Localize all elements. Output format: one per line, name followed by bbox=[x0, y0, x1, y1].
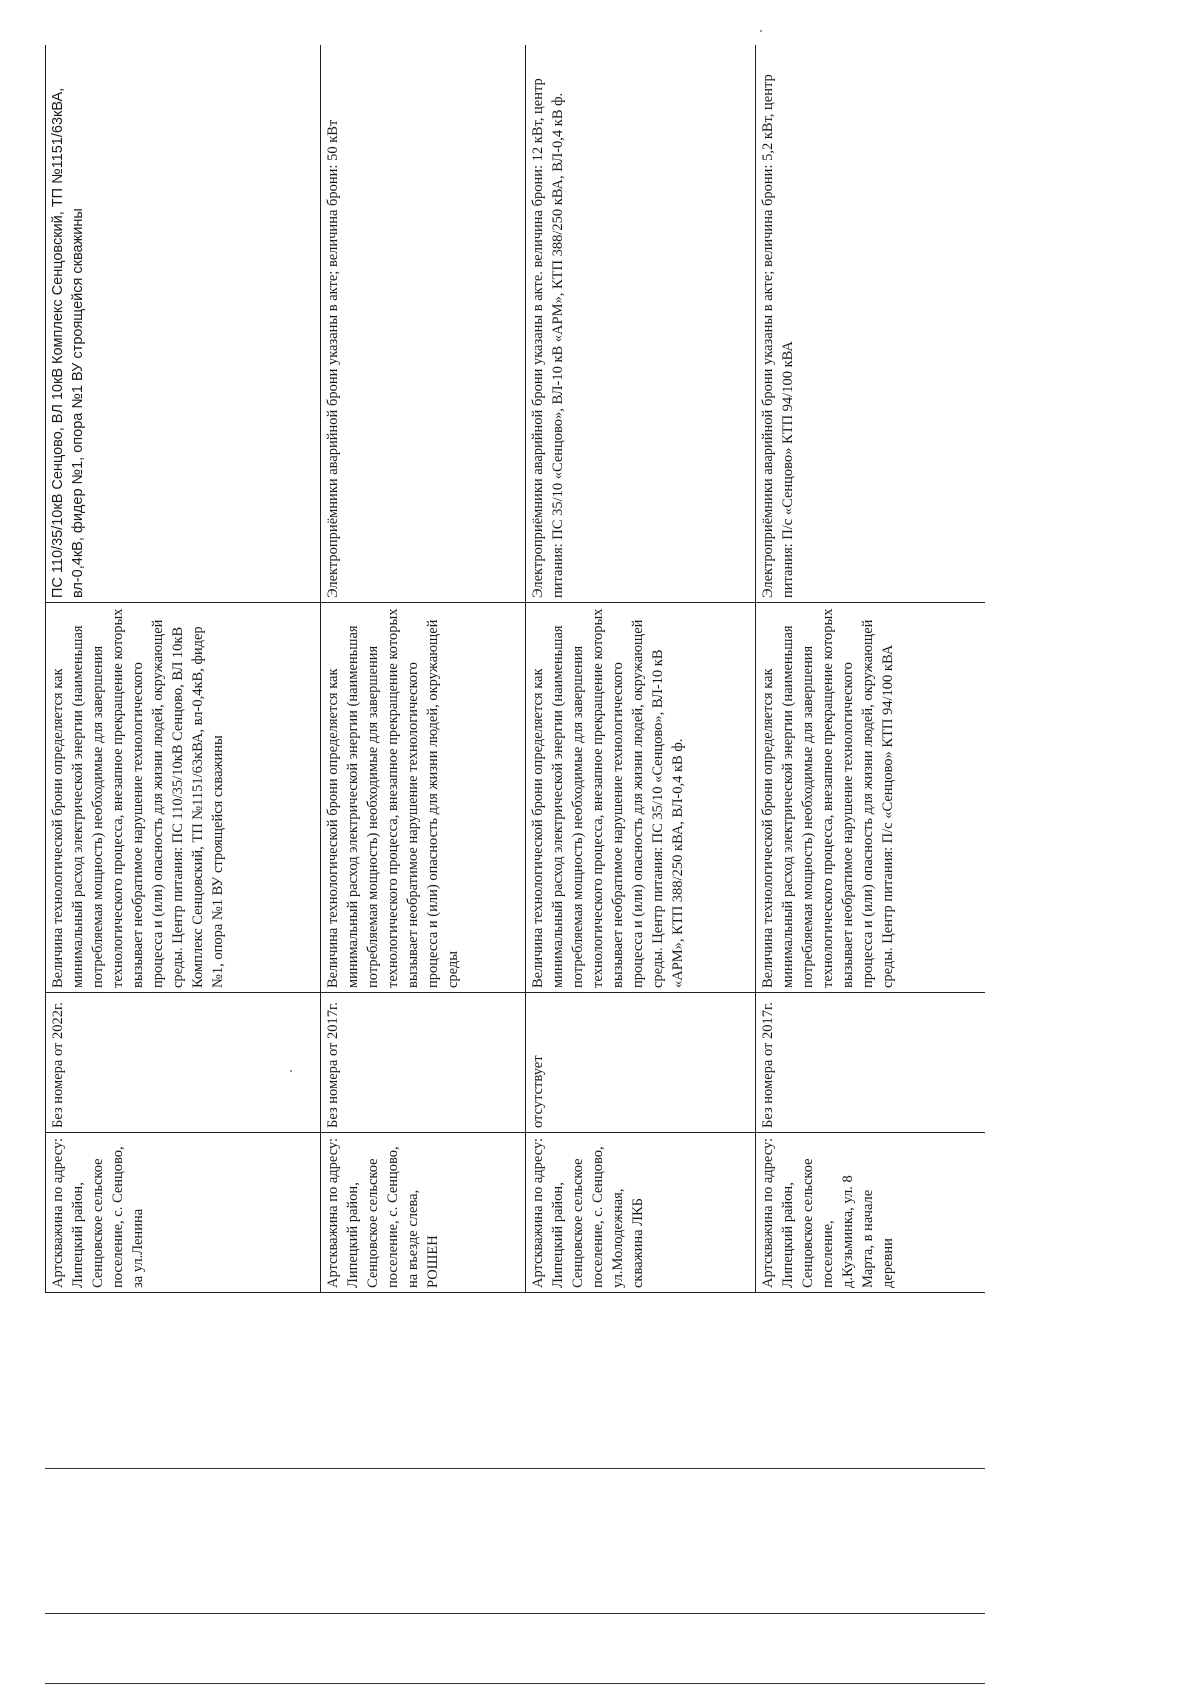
scan-speck bbox=[760, 30, 762, 32]
emergency-reserve-cell: ПС 110/35/10кВ Сенцово, ВЛ 10кВ Комплекс Сенцовский, ТП №1151/63кВА, вл-0,4кВ, фидер №1, опора №1 ВУ строящейся скважины bbox=[46, 45, 321, 603]
rotated-table-area bbox=[45, 45, 985, 1293]
rotated-table-container bbox=[45, 45, 985, 1293]
act-cell: отсутствует bbox=[526, 993, 756, 1133]
emergency-reserve-cell: Электроприёмники аварийной брони указаны в акте. величина брони: 12 кВт, центр питания: ПС 35/10 «Сенцово», ВЛ-10 кВ «АРМ», КТП 388/250 кВА, ВЛ-0,4 кВ ф. bbox=[526, 45, 756, 603]
tech-reserve-cell: Величина технологической брони определяется как минимальный расход электрической энергии (наименьшая потребляемая мощность) необходимые для завершения технологического процесса, внезапное прекращение которых вызывает необратимое нарушение технологического процесса и (или) опасность для жизни людей, окружающей среды. Центр питания: ПС 35/10 «Сенцово», ВЛ-10 кВ «АРМ», КТП 388/250 кВА, ВЛ-0,4 кВ ф. bbox=[526, 603, 756, 993]
table-row bbox=[321, 45, 526, 1293]
reservation-table bbox=[45, 45, 985, 1293]
tech-reserve-cell: Величина технологической брони определяется как минимальный расход электрической энергии (наименьшая потребляемая мощность) необходимые для завершения технологического процесса, внезапное прекращение которых вызывает необратимое нарушение технологического процесса и (или) опасность для жизни людей, окружающей среды. Центр питания: ПС 110/35/10кВ Сенцово, ВЛ 10кВ Комплекс Сенцовский, ТП №1151/63кВА, вл-0,4кВ, фидер №1, опора №1 ВУ строящейся скважины bbox=[46, 603, 321, 993]
scan-speck bbox=[290, 1070, 292, 1072]
tech-reserve-cell: Величина технологической брони определяется как минимальный расход электрической энергии (наименьшая потребляемая мощность) необходимые для завершения технологического процесса, внезапное прекращение которых вызывает необратимое нарушение технологического процесса и (или) опасность для жизни людей, окружающей среды. Центр питания: П/с «Сенцово» КТП 94/100 кВА bbox=[756, 603, 986, 993]
object-cell: Артскважина по адресу: Липецкий район, Сенцовское сельское поселение, д.Кузьминка, ул. 8 Марта, в начале деревни bbox=[756, 1133, 986, 1293]
act-cell: Без номера от 2022г. bbox=[46, 993, 321, 1133]
signature-line bbox=[45, 1683, 985, 1684]
act-cell: Без номера от 2017г. bbox=[321, 993, 526, 1133]
signature-line bbox=[45, 1468, 985, 1469]
table-row bbox=[526, 45, 756, 1293]
table-row bbox=[46, 45, 321, 1293]
tech-reserve-cell: Величина технологической брони определяется как минимальный расход электрической энергии (наименьшая потребляемая мощность) необходимые для завершения технологического процесса, внезапное прекращение которых вызывает необратимое нарушение технологического процесса и (или) опасность для жизни людей, окружающей среды bbox=[321, 603, 526, 993]
signature-line bbox=[45, 1613, 985, 1614]
object-cell: Артскважина по адресу: Липецкий район, Сенцовское сельское поселение, с. Сенцово, на въезде слева, РОШЕН bbox=[321, 1133, 526, 1293]
act-cell: Без номера от 2017г. bbox=[756, 993, 986, 1133]
object-cell: Артскважина по адресу: Липецкий район, Сенцовское сельское поселение, с. Сенцово, за ул.Ленина bbox=[46, 1133, 321, 1293]
table-row bbox=[756, 45, 986, 1293]
object-cell: Артскважина по адресу: Липецкий район, Сенцовское сельское поселение, с. Сенцово, ул.Молодежная, скважина ЛКБ bbox=[526, 1133, 756, 1293]
emergency-reserve-cell: Электроприёмники аварийной брони указаны в акте; величина брони: 50 кВт bbox=[321, 45, 526, 603]
emergency-reserve-cell: Электроприёмники аварийной брони указаны в акте; величина брони: 5,2 кВт, центр питания: П/с «Сенцово» КТП 94/100 кВА bbox=[756, 45, 986, 603]
